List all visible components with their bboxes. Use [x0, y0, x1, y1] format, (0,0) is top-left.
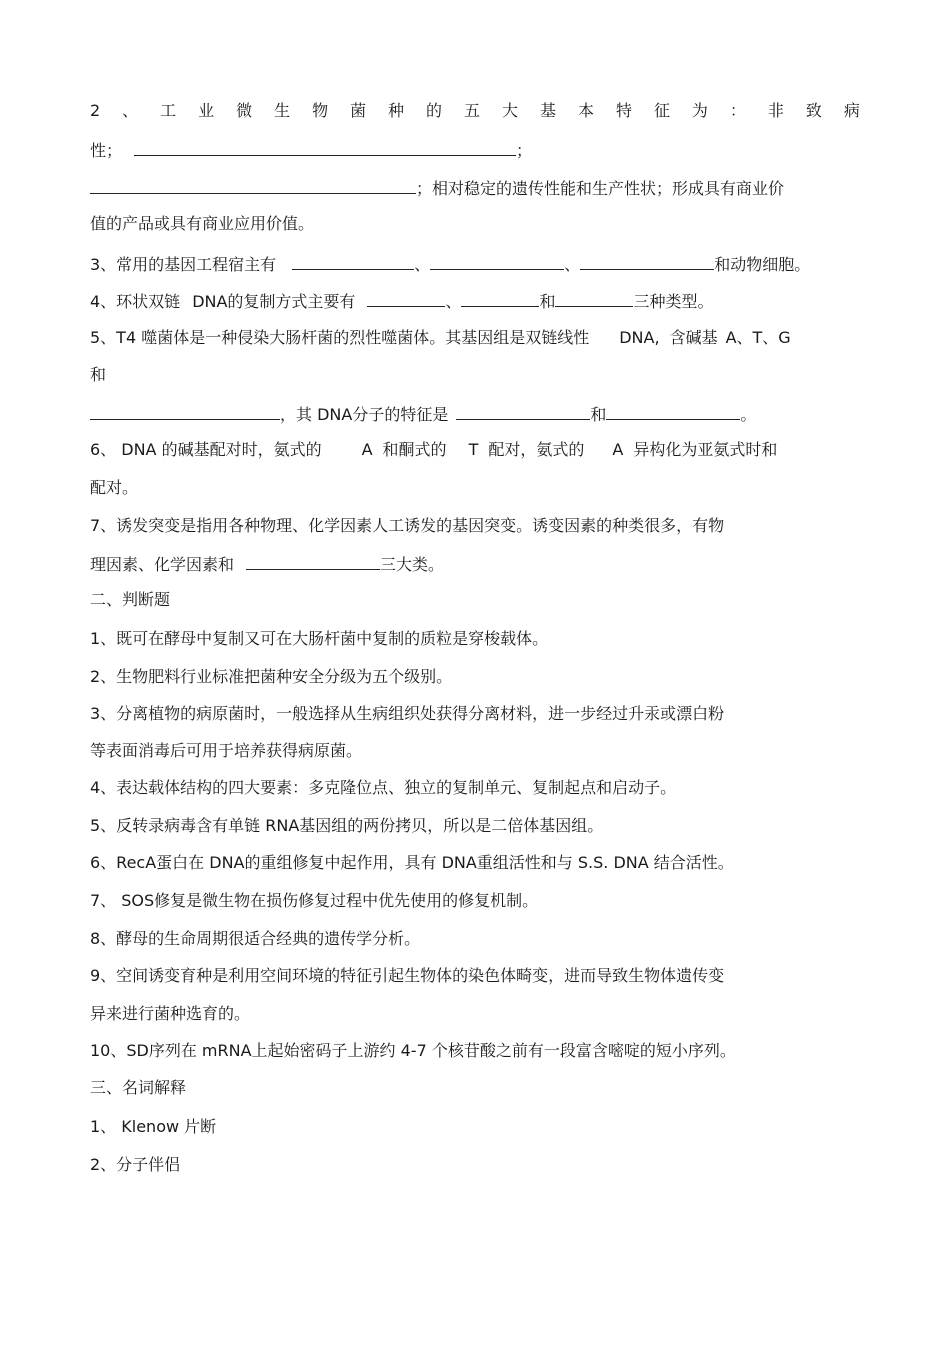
judge-item: 8、酵母的生命周期很适合经典的遗传学分析。: [90, 929, 421, 948]
judge-item: 2、生物肥料行业标准把菌种安全分级为五个级别。: [90, 667, 453, 686]
fill-blank[interactable]: [456, 403, 590, 420]
fill-blank[interactable]: [246, 553, 380, 570]
q2-char: ：: [729, 101, 746, 120]
fill-blank[interactable]: [430, 253, 564, 270]
q6-line1: [90, 440, 777, 460]
q2-char: 特: [615, 101, 632, 120]
judge-item: 9、空间诱变育种是利用空间环境的特征引起生物体的染色体畸变，进而导致生物体遗传变: [90, 966, 725, 985]
fill-blank[interactable]: [606, 403, 740, 420]
term-item: 1、 Klenow 片断: [90, 1117, 217, 1136]
q2-line2: [90, 139, 532, 161]
section2-title: 二、判断题: [90, 590, 171, 609]
q5-text: A、T、G: [725, 328, 791, 347]
q6-text: 配对，氨式的: [488, 440, 585, 459]
q2-char: 基: [539, 101, 556, 120]
fill-blank[interactable]: [134, 139, 516, 156]
q7-text: 三大类。: [380, 555, 445, 574]
q2-char: 大: [502, 101, 519, 120]
q7-text: 理因素、化学因素和: [90, 555, 235, 574]
judge-item: 3、分离植物的病原菌时，一般选择从生病组织处获得分离材料，进一步经过升汞或漂白粉: [90, 704, 725, 723]
q2-text: ；相对稳定的遗传性能和生产性状；形成具有商业价: [416, 179, 785, 198]
q2-char: 为: [691, 101, 708, 120]
q2-char: 的: [426, 101, 443, 120]
q3-text: 和动物细胞。: [714, 255, 811, 274]
q4-line: [90, 290, 713, 312]
q2-char: 本: [577, 101, 594, 120]
fill-blank[interactable]: [461, 290, 539, 307]
q5-line2: 和: [90, 365, 107, 384]
q4-text: 的复制方式主要有: [227, 292, 356, 311]
q2-char: 物: [312, 101, 329, 120]
q2-char: 微: [236, 101, 253, 120]
q3-text: 3、常用的基因工程宿主有: [90, 255, 277, 274]
fill-blank[interactable]: [367, 290, 445, 307]
q2-char: 征: [653, 101, 670, 120]
judge-item: 5、反转录病毒含有单链 RNA基因组的两份拷贝，所以是二倍体基因组。: [90, 816, 604, 835]
q2-line3: [90, 177, 784, 199]
judge-item: 1、既可在酵母中复制又可在大肠杆菌中复制的质粒是穿梭载体。: [90, 629, 549, 648]
section3-title: 三、名词解释: [90, 1078, 187, 1097]
q5-text: 。: [740, 405, 757, 424]
judge-item: 4、表达载体结构的四大要素：多克隆位点、独立的复制单元、复制起点和启动子。: [90, 778, 677, 797]
judge-item: 10、SD序列在 mRNA上起始密码子上游约 4-7 个核苷酸之前有一段富含嘧啶的短小序列。: [90, 1041, 736, 1060]
q6-text: T: [468, 440, 479, 459]
judge-item: 7、 SOS修复是微生物在损伤修复过程中优先使用的修复机制。: [90, 891, 539, 910]
q2-char: 菌: [350, 101, 367, 120]
fill-blank[interactable]: [555, 290, 633, 307]
term-item: 2、分子伴侣: [90, 1155, 181, 1174]
judge-item: 6、RecA蛋白在 DNA的重组修复中起作用，具有 DNA重组活性和与 S.S. DNA 结合活性。: [90, 853, 734, 872]
q2-char: 非: [767, 101, 784, 120]
q4-text: 和: [539, 292, 556, 311]
q4-text: 三种类型。: [633, 292, 714, 311]
q2-char: 业: [198, 101, 215, 120]
q6-text: 6、 DNA 的碱基配对时，氨式的: [90, 440, 322, 459]
judge-item: 等表面消毒后可用于培养获得病原菌。: [90, 741, 363, 760]
q3-text: 、: [564, 255, 581, 274]
q2-text: 性；: [90, 141, 123, 160]
q2-char: 生: [274, 101, 291, 120]
q2-char: 种: [388, 101, 405, 120]
q2-char: 致: [805, 101, 822, 120]
q6-text: 异构化为亚氨式时和: [633, 440, 778, 459]
q2-char: 、: [122, 101, 139, 120]
judge-item: 异来进行菌种选育的。: [90, 1004, 251, 1023]
q2-char: 病: [843, 101, 860, 120]
q2-text: ；: [516, 141, 533, 160]
q5-line1: [90, 328, 791, 348]
fill-blank[interactable]: [292, 253, 414, 270]
q7-line1: 7、诱发突变是指用各种物理、化学因素人工诱发的基因突变。诱变因素的种类很多，有物: [90, 516, 725, 535]
fill-blank[interactable]: [90, 403, 280, 420]
q5-text: ，其 DNA分子的特征是: [280, 405, 449, 424]
q6-text: A: [361, 440, 373, 459]
q2-char: 工: [160, 101, 177, 120]
q2-line1: [90, 101, 860, 121]
q5-text: 5、T4 噬菌体是一种侵染大肠杆菌的烈性噬菌体。其基因组是双链线性: [90, 328, 590, 347]
q5-text: DNA,: [619, 328, 660, 347]
q7-line2: [90, 553, 444, 575]
q5-text: 含碱基: [669, 328, 718, 347]
q3-line: [90, 253, 810, 275]
fill-blank[interactable]: [580, 253, 714, 270]
q5-text: 和: [590, 405, 607, 424]
q4-text: DNA: [192, 292, 228, 311]
fill-blank[interactable]: [90, 177, 416, 194]
q6-text: 和酮式的: [382, 440, 447, 459]
q3-text: 、: [414, 255, 431, 274]
q6-text: A: [612, 440, 624, 459]
q2-char: 五: [464, 101, 481, 120]
q6-line2: 配对。: [90, 478, 139, 497]
q2-line4: 值的产品或具有商业应用价值。: [90, 214, 315, 233]
q2-char: 2: [90, 101, 101, 120]
q5-line3: [90, 403, 756, 425]
q4-text: 、: [445, 292, 462, 311]
q4-text: 4、环状双链: [90, 292, 181, 311]
